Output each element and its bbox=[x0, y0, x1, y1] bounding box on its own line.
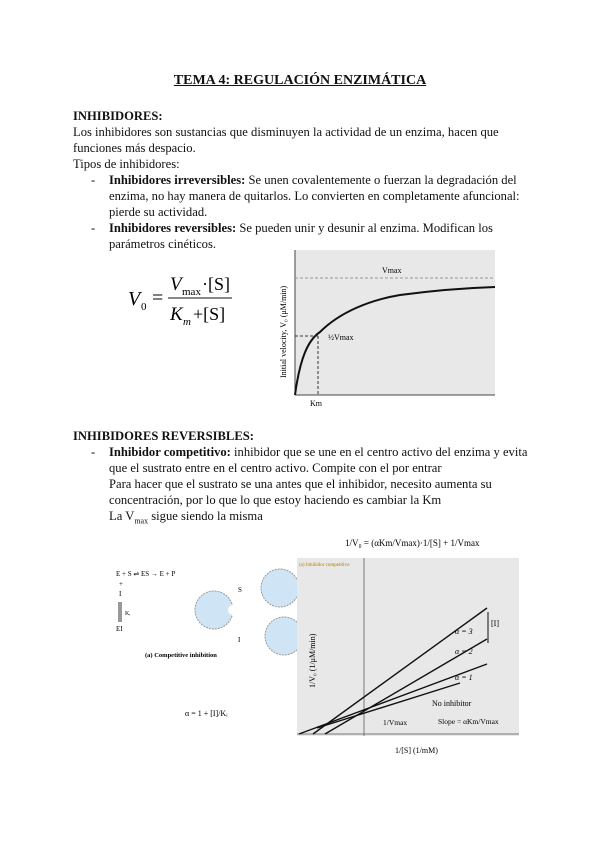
intercept-label: 1/Vmax bbox=[383, 718, 408, 727]
michaelis-menten-equation bbox=[120, 268, 240, 330]
inhibitor-label-2: I bbox=[238, 636, 241, 644]
substrate-label: S bbox=[238, 586, 242, 594]
ei-label: EI bbox=[116, 625, 123, 633]
y-axis-label: Initial velocity, V₀ (μM/min) bbox=[279, 285, 288, 378]
text: La V bbox=[109, 509, 135, 523]
item-text: Se unen covalentemente o fuerzan la degradación del bbox=[245, 173, 517, 187]
term: Inhibidor competitivo: bbox=[109, 445, 231, 459]
enzyme-shape bbox=[195, 591, 233, 629]
half-vmax-label: ½Vmax bbox=[328, 333, 354, 342]
list-item-competitive bbox=[109, 445, 527, 460]
eq-den-rest: +[S] bbox=[193, 304, 226, 324]
section-heading-inhibidores: INHIBIDORES: bbox=[73, 109, 163, 123]
plus: + bbox=[119, 580, 123, 588]
slope-label: Slope = αKm/Vmax bbox=[438, 717, 499, 726]
bullet-dash: - bbox=[91, 445, 96, 459]
item-text: Para hacer que el sustrato se una antes que el inhibidor, necesito aumenta su bbox=[109, 477, 492, 491]
lb-equation: 1/V₀ = (αKm/Vmax)·1/[S] + 1/Vmax bbox=[345, 538, 480, 548]
alpha3-label: α = 3 bbox=[455, 627, 473, 636]
bullet-dash: - bbox=[91, 173, 96, 187]
item-text: que el sustrato entre en el centro activo. Compite con el por entrar bbox=[109, 461, 442, 475]
term: Inhibidores irreversibles: bbox=[109, 173, 246, 187]
item-text: concentración, por lo que lo que estoy haciendo es cambiar la Km bbox=[109, 493, 442, 507]
eq-lhs: V bbox=[128, 288, 141, 310]
ki-label: Kᵢ bbox=[125, 611, 131, 617]
eq-lhs-sub: 0 bbox=[141, 301, 147, 313]
item-text: Se pueden unir y desunir al enzima. Modifican los bbox=[236, 221, 493, 235]
competitive-inhibition-scheme bbox=[100, 530, 300, 750]
intro-line: funciones más despacio. bbox=[73, 141, 196, 155]
i-arrow-label: [I] bbox=[491, 619, 499, 628]
eq-den: K bbox=[170, 304, 183, 325]
intro-line: Los inhibidores son sustancias que disminuyen la actividad de un enzima, hacen que bbox=[73, 125, 499, 139]
scheme-caption: (a) Competitive inhibition bbox=[145, 652, 217, 659]
item-text: enzima, no hay manera de quitarlos. Lo convierten en completamente afuncional: bbox=[109, 189, 520, 203]
list-item-reversible bbox=[109, 221, 493, 236]
lineweaver-burk-plot bbox=[295, 528, 525, 768]
no-inhibitor-label: No inhibitor bbox=[432, 699, 472, 708]
page-title: TEMA 4: REGULACIÓN ENZIMÁTICA bbox=[173, 73, 427, 88]
alpha-equation: α = 1 + [I]/Kᵢ bbox=[185, 709, 228, 718]
sub: max bbox=[134, 516, 149, 526]
x-axis-label: 1/[S] (1/mM) bbox=[395, 746, 438, 755]
item-text: inhibidor que se une en el centro activo del enzima y evita bbox=[230, 445, 528, 459]
item-text: parámetros cinéticos. bbox=[109, 237, 217, 251]
y-axis-label: 1/V₀ (1/μM/min) bbox=[308, 633, 317, 688]
svg-text:=: = bbox=[152, 287, 164, 309]
panel-label: (a) Inhibidor competitivo bbox=[299, 563, 350, 568]
inhibitor-label: I bbox=[119, 590, 122, 598]
vmax-label: Vmax bbox=[382, 266, 402, 275]
section-heading-reversibles: INHIBIDORES REVERSIBLES: bbox=[73, 429, 254, 443]
item-text: pierde su actividad. bbox=[109, 205, 208, 219]
term: Inhibidores reversibles: bbox=[109, 221, 237, 235]
eq-num-sub: max bbox=[182, 286, 201, 298]
km-label: Km bbox=[310, 399, 322, 408]
alpha1-label: α = 1 bbox=[455, 673, 473, 682]
alpha2-label: α = 2 bbox=[455, 647, 473, 656]
reaction-scheme: E + S ⇌ ES → E + P bbox=[116, 570, 176, 578]
eq-num: V bbox=[170, 274, 182, 295]
michaelis-menten-graph bbox=[270, 248, 520, 410]
enzyme-substrate-shape bbox=[261, 569, 299, 607]
list-item-irreversible bbox=[109, 173, 517, 188]
vmax-line bbox=[109, 509, 263, 526]
text: sigue siendo la misma bbox=[148, 509, 263, 523]
bullet-dash: - bbox=[91, 221, 96, 235]
types-label: Tipos de inhibidores: bbox=[73, 157, 180, 171]
eq-num-rest: ·[S] bbox=[202, 274, 230, 294]
eq-den-sub: m bbox=[183, 316, 191, 328]
